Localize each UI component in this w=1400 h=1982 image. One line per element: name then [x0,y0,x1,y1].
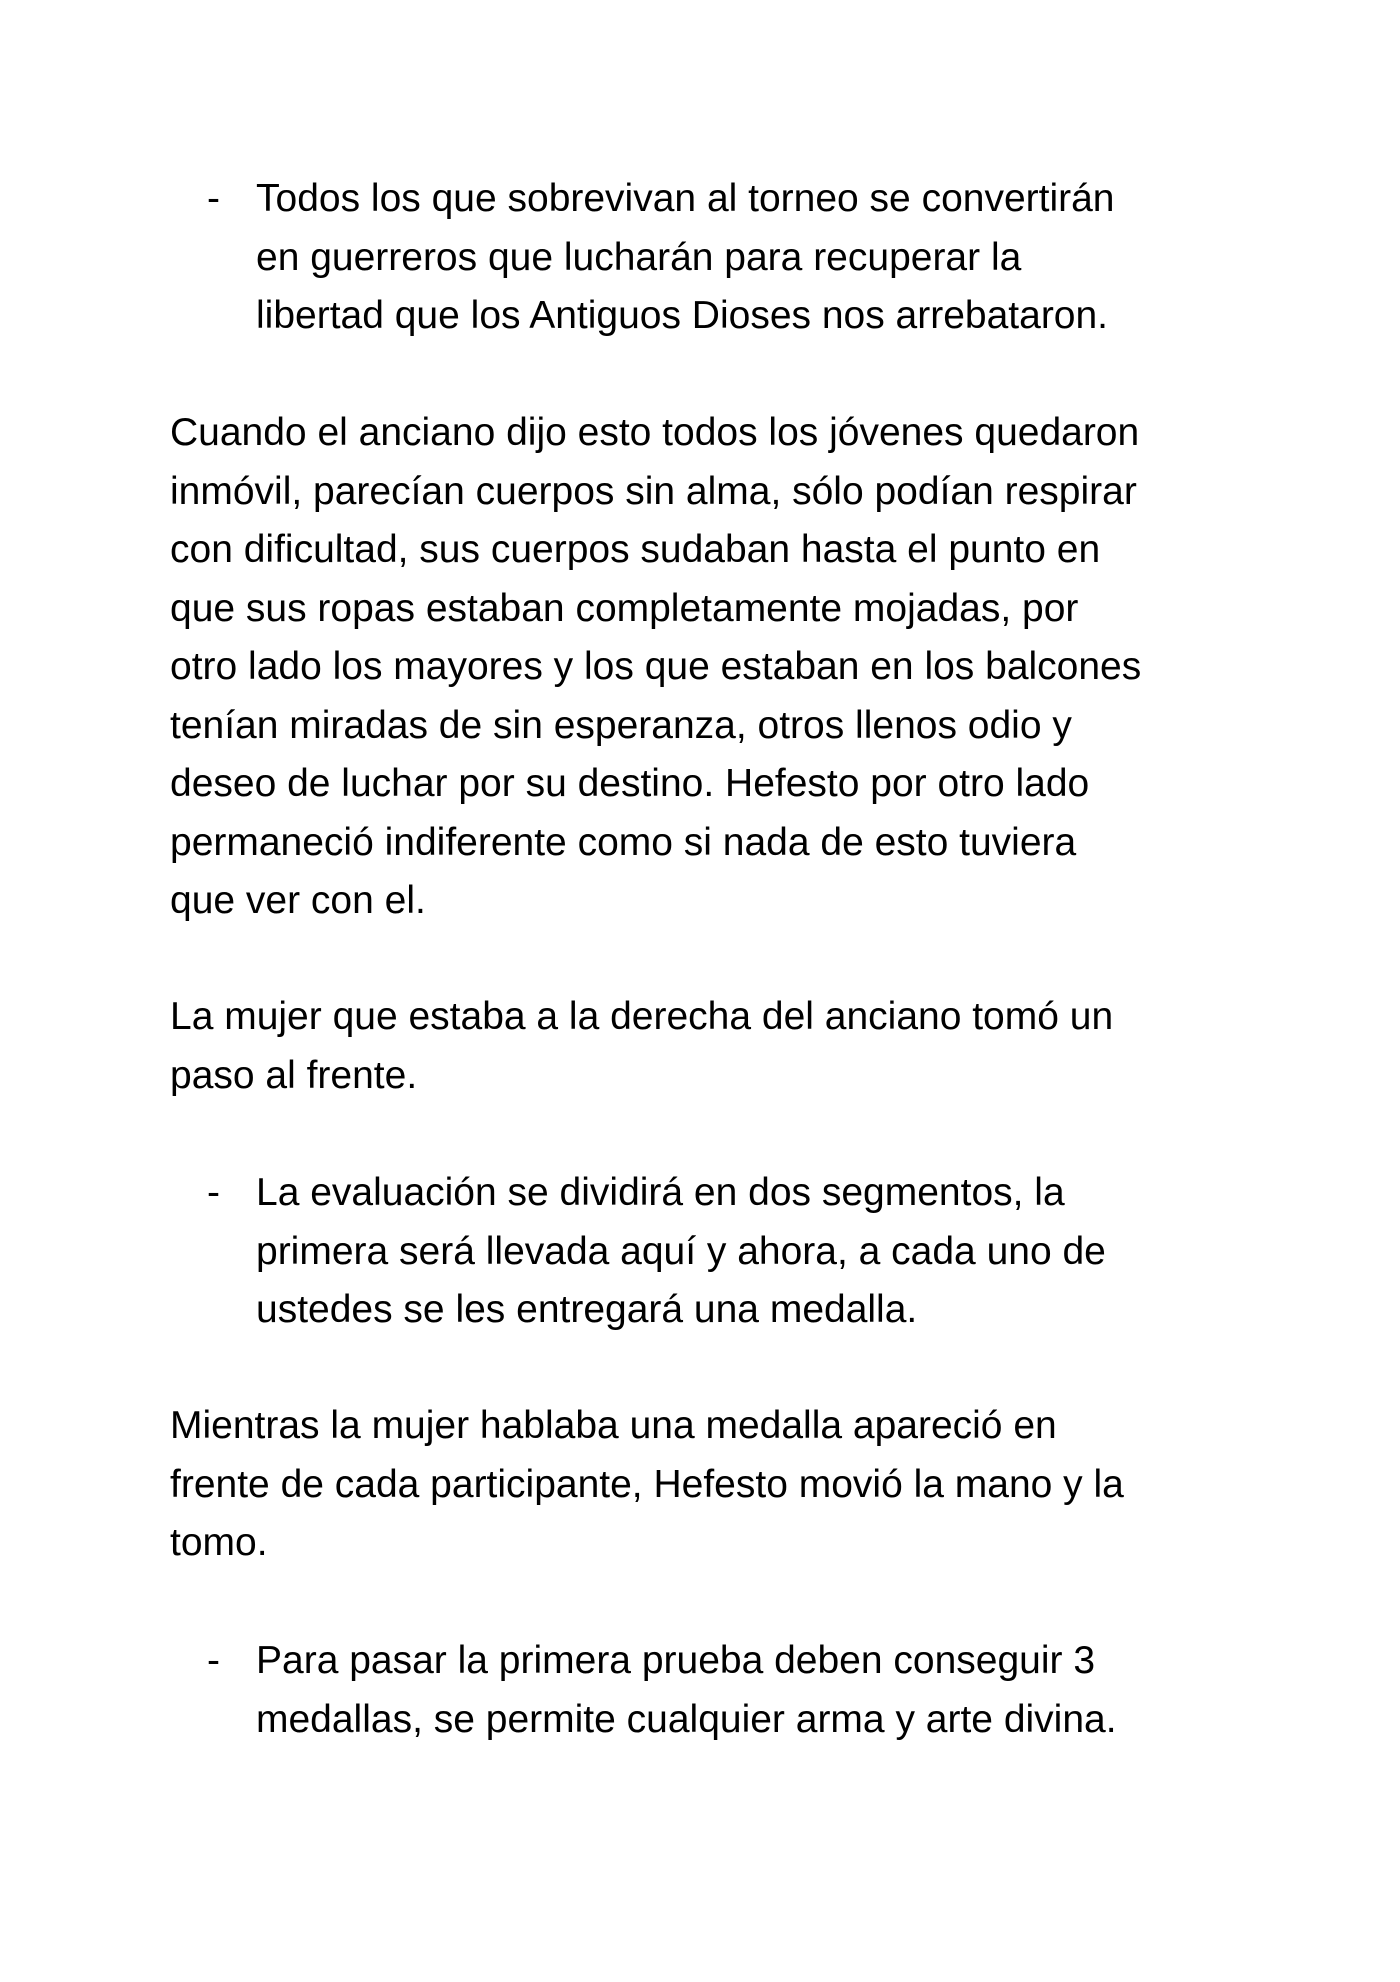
text-line: con dificultad, sus cuerpos sudaban hasta el punto en [170,528,1101,571]
text-line: primera será llevada aquí y ahora, a cada uno de [256,1229,1106,1273]
narrative-paragraph [170,1397,1250,1573]
narrative-paragraph [170,404,1250,931]
dialogue-text [256,1164,1266,1340]
dialogue-text [256,1632,1266,1749]
text-line: Mientras la mujer hablaba una medalla apareció en [170,1404,1057,1447]
text-line: frente de cada participante, Hefesto movió la mano y la [170,1462,1124,1506]
dialogue-dash: - [207,177,220,220]
text-line: Para pasar la primera prueba deben conseguir 3 [256,1639,1096,1682]
text-line: otro lado los mayores y los que estaban en los balcones [170,645,1142,688]
text-line: que ver con el. [170,879,426,922]
text-line: ustedes se les entregará una medalla. [256,1288,918,1331]
narrative-paragraph [170,988,1250,1105]
text-line: que sus ropas estaban completamente mojadas, por [170,586,1079,630]
text-line: paso al frente. [170,1053,418,1097]
dialogue-text [256,170,1266,346]
text-line: Cuando el anciano dijo esto todos los jóvenes quedaron [170,411,1140,454]
text-line: medallas, se permite cualquier arma y arte divina. [256,1697,1117,1741]
text-line: libertad que los Antiguos Dioses nos arrebataron. [256,294,1109,337]
text-line: La evaluación se dividirá en dos segmentos, la [256,1171,1065,1214]
text-line: deseo de luchar por su destino. Hefesto por otro lado [170,762,1090,805]
text-line: permaneció indiferente como si nada de esto tuviera [170,820,1077,864]
dialogue-dash: - [207,1171,220,1214]
text-line: Todos los que sobrevivan al torneo se convertirán [256,177,1115,220]
dialogue-dash: - [207,1639,220,1682]
text-line: inmóvil, parecían cuerpos sin alma, sólo podían respirar [170,469,1137,513]
text-line: en guerreros que lucharán para recuperar la [256,235,1022,279]
text-line: La mujer que estaba a la derecha del anciano tomó un [170,995,1114,1038]
text-line: tomo. [170,1521,268,1564]
text-line: tenían miradas de sin esperanza, otros llenos odio y [170,703,1072,747]
